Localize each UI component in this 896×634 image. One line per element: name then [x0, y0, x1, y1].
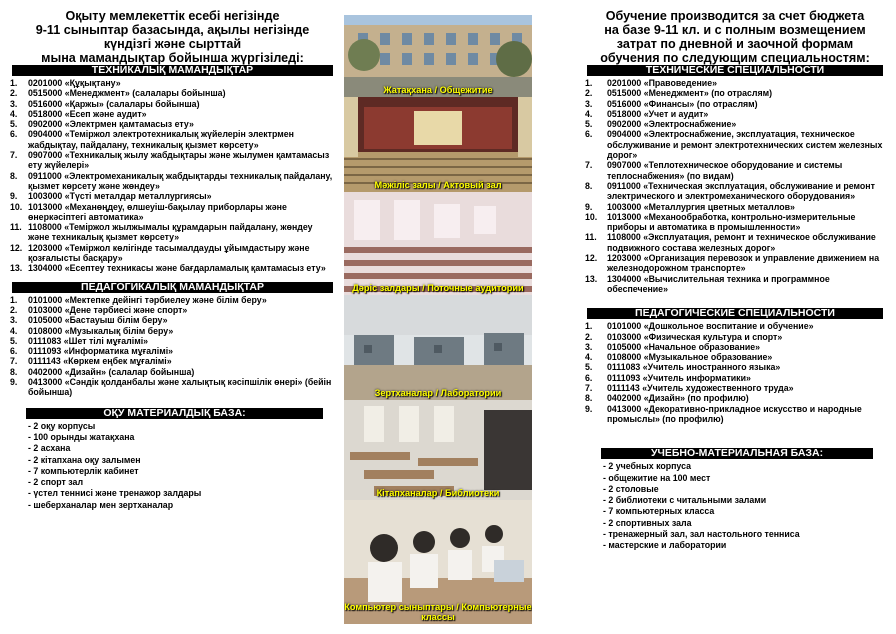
specialty-number: 3. — [10, 315, 18, 326]
specialty-number: 6. — [10, 129, 18, 140]
specialty-number: 4. — [585, 352, 593, 363]
base-item: - 2 столовые — [603, 483, 659, 494]
laboratory-caption: Зертханалар / Лаборатории — [374, 388, 502, 398]
dormitory-photo — [344, 15, 532, 97]
base-item: - 2 асхана — [28, 443, 71, 454]
specialty-text: 0515000 «Менеджмент» (салалары бойынша) — [28, 88, 226, 99]
base-item: - 2 библиотеки с читальными залами — [603, 495, 767, 506]
specialty-number: 9. — [585, 201, 593, 212]
specialty-number: 2. — [10, 88, 18, 99]
specialty-item — [10, 129, 335, 150]
specialty-item — [10, 305, 335, 315]
specialty-item — [585, 212, 885, 233]
specialty-number: 7. — [585, 383, 593, 394]
specialty-item — [585, 332, 885, 342]
kazakh-base-heading: ОҚУ МАТЕРИАЛДЫҚ БАЗА: — [26, 408, 323, 419]
lecture-hall-illustration — [344, 192, 532, 295]
specialty-item — [585, 383, 885, 393]
specialty-item — [585, 274, 885, 295]
specialty-number: 1. — [585, 321, 593, 332]
kazakh-ped-list — [10, 295, 335, 398]
specialty-number: 5. — [10, 335, 18, 346]
specialty-text: 0108000 «Музыкальное образование» — [607, 352, 773, 363]
specialty-number: 9. — [585, 403, 593, 414]
kazakh-tech-list — [10, 78, 335, 274]
lecture-hall-caption: Дәріс залдары / Поточные аудитории — [352, 283, 524, 293]
base-item: - шеберханалар мен зертханалар — [28, 499, 174, 510]
specialty-text: 1203000 «Организация перевозок и управление движением на железнодорожном транспорте» — [607, 253, 880, 274]
specialty-text: 0103000 «Физическая культура и спорт» — [607, 331, 783, 342]
base-item: - 2 кітапхана оқу залымен — [28, 454, 141, 465]
specialty-text: 0518000 «Есеп және аудит» — [28, 108, 147, 119]
kazakh-tech-heading: ТЕХНИКАЛЫҚ МАМАНДЫҚТАР — [12, 65, 333, 76]
specialty-text: 0103000 «Дене тәрбиесі және спорт» — [28, 304, 188, 315]
base-item: - үстел теннисі және тренажор залдары — [28, 488, 202, 499]
specialty-text: 0518000 «Учет и аудит» — [607, 108, 709, 119]
specialty-number: 13. — [10, 263, 23, 274]
russian-tech-heading: ТЕХНИЧЕСКИЕ СПЕЦИАЛЬНОСТИ — [587, 65, 883, 76]
specialty-text: 0108000 «Музыкалық білім беру» — [28, 325, 174, 336]
specialty-item — [10, 326, 335, 336]
specialty-text: 0904000 «Теміржол электротехникалық жүйелерін электрмен жабдықтау, пайдалану, техникалық қызмет көрсету» — [28, 129, 294, 150]
specialty-text: 0201000 «Правоведение» — [607, 78, 718, 88]
laboratory-photo — [344, 295, 532, 400]
specialty-item — [585, 404, 885, 425]
specialty-number: 8. — [585, 393, 593, 404]
russian-base-list — [603, 461, 885, 551]
specialty-text: 0402000 «Дизайн» (по профилю) — [607, 393, 749, 404]
library-photo — [344, 400, 532, 500]
specialty-item — [10, 295, 335, 305]
assembly-hall-photo — [344, 97, 532, 192]
kazakh-intro: Оқыту мемлекеттік есебі негізінде 9-11 сыныптар базасында, ақылы негізінде күндізгі және сырттай мына мамандықтар бойынша жүргізіледі: — [35, 9, 310, 65]
specialty-number: 8. — [10, 170, 18, 181]
specialty-text: 1304000 «Вычислительная техника и программное обеспечение» — [607, 273, 830, 294]
specialty-item — [10, 119, 335, 129]
specialty-item — [585, 321, 885, 331]
specialty-text: 0902000 «Электроснабжение» — [607, 119, 737, 130]
base-item: - 7 компьютерных класса — [603, 506, 715, 517]
specialty-text: 0111143 «Көркем еңбек мұғалімі» — [28, 356, 172, 367]
specialty-text: 0101000 «Мектепке дейінгі тәрбиелеу және білім беру» — [28, 294, 267, 305]
assembly-hall-illustration — [344, 97, 532, 192]
specialty-item — [585, 109, 885, 119]
library-caption: Кітапханалар / Библиотеки — [376, 488, 500, 498]
specialty-text: 1003000 «Металлургия цветных металлов» — [607, 201, 795, 212]
specialty-text: 0111093 «Информатика мұғалімі» — [28, 346, 174, 357]
specialty-item — [585, 232, 885, 253]
russian-ped-heading: ПЕДАГОГИЧЕСКИЕ СПЕЦИАЛЬНОСТИ — [587, 308, 883, 319]
russian-tech-list — [585, 78, 885, 294]
specialty-number: 7. — [585, 160, 593, 171]
specialty-number: 8. — [10, 366, 18, 377]
specialty-number: 4. — [10, 325, 18, 336]
specialty-number: 7. — [10, 356, 18, 367]
specialty-text: 0105000 «Начальное образование» — [607, 341, 761, 352]
base-item: - 100 орынды жатақхана — [28, 431, 135, 442]
specialty-text: 0105000 «Бастауыш білім беру» — [28, 315, 168, 326]
specialty-number: 2. — [10, 304, 18, 315]
specialty-number: 4. — [10, 108, 18, 119]
lecture-hall-photo — [344, 192, 532, 295]
specialty-item — [10, 202, 335, 223]
base-item: - мастерские и лаборатории — [603, 540, 727, 551]
russian-intro: Обучение производится за счет бюджета на базе 9-11 кл. и с полным возмещением затрат по дневной и заочной формам обучения по следующим специальностям: — [600, 9, 870, 65]
specialty-item — [10, 109, 335, 119]
specialty-item — [585, 352, 885, 362]
specialty-number: 1. — [10, 294, 18, 305]
specialty-text: 0111093 «Учитель информатики» — [607, 372, 751, 383]
specialty-item — [585, 202, 885, 212]
dormitory-caption: Жатақхана / Общежитие — [383, 85, 493, 95]
specialty-item — [585, 393, 885, 403]
specialty-item — [10, 171, 335, 192]
specialty-text: 0907000 «Теплотехническое оборудование и системы теплоснабжения» (по видам) — [607, 160, 843, 181]
specialty-item — [10, 222, 335, 243]
kazakh-base-list — [28, 421, 335, 511]
specialty-text: 0111083 «Шет тілі мұғалімі» — [28, 335, 149, 346]
specialty-number: 4. — [585, 108, 593, 119]
specialty-text: 0516000 «Қаржы» (салалары бойынша) — [28, 98, 200, 109]
specialty-text: 0101000 «Дошкольное воспитание и обучение» — [607, 321, 814, 332]
specialty-item — [585, 119, 885, 129]
russian-ped-list — [585, 321, 885, 424]
computer-class-caption: Компьютер сыныптары / Компьютерные классы — [344, 602, 532, 622]
specialty-item — [585, 160, 885, 181]
specialty-number: 2. — [585, 88, 593, 99]
specialty-item — [585, 181, 885, 202]
specialty-item — [10, 315, 335, 325]
specialty-number: 9. — [10, 191, 18, 202]
specialty-item — [10, 243, 335, 264]
specialty-number: 1. — [10, 78, 18, 88]
specialty-number: 12. — [10, 242, 23, 253]
specialty-item — [585, 362, 885, 372]
specialty-number: 11. — [585, 232, 597, 243]
specialty-number: 5. — [585, 119, 593, 130]
specialty-number: 10. — [10, 201, 23, 212]
base-item: - 7 компьютерлік кабинет — [28, 465, 139, 476]
specialty-number: 1. — [585, 78, 593, 88]
specialty-number: 12. — [585, 253, 598, 264]
kazakh-ped-heading: ПЕДАГОГИКАЛЫҚ МАМАНДЫҚТАР — [12, 282, 333, 293]
specialty-item — [585, 99, 885, 109]
specialty-item — [585, 88, 885, 98]
computer-class-photo — [344, 500, 532, 624]
laboratory-illustration — [344, 295, 532, 400]
library-illustration — [344, 400, 532, 500]
specialty-number: 6. — [10, 346, 18, 357]
specialty-text: 0902000 «Электрмен қамтамасыз ету» — [28, 119, 194, 130]
specialty-text: 0516000 «Финансы» (по отраслям) — [607, 98, 758, 109]
specialty-number: 3. — [585, 98, 593, 109]
specialty-text: 0402000 «Дизайн» (салалар бойынша) — [28, 366, 195, 377]
specialty-text: 1013000 «Механөңдеу, өлшеуіш-бақылау приборлары және өнеркәсіптегі автоматика» — [28, 201, 287, 222]
specialty-text: 0911000 «Электромеханикалық жабдықтарды техникалық пайдалану, қызмет көрсету және жөндеу» — [28, 170, 333, 191]
specialty-text: 0413000 «Декоративно-прикладное искусство и народные промыслы» (по профилю) — [607, 403, 862, 424]
russian-base-heading: УЧЕБНО-МАТЕРИАЛЬНАЯ БАЗА: — [601, 448, 873, 459]
specialty-item — [10, 150, 335, 171]
specialty-number: 2. — [585, 331, 593, 342]
specialty-number: 5. — [585, 362, 593, 373]
specialty-item — [585, 78, 885, 88]
specialty-text: 0911000 «Техническая эксплуатация, обслуживание и ремонт электрического и электромеханического оборудования» — [607, 180, 875, 202]
kazakh-column — [10, 0, 335, 511]
specialty-text: 1304000 «Есептеу техникасы және бағдарламалық қамтамасыз ету» — [28, 263, 326, 274]
specialty-number: 13. — [585, 273, 598, 284]
base-item: - 2 оқу корпусы — [28, 420, 96, 431]
specialty-number: 8. — [585, 180, 593, 191]
specialty-text: 1203000 «Теміржол көлігінде тасымалдауды ұйымдастыру және қозғалысты басқару» — [28, 242, 310, 264]
base-item: - общежитие на 100 мест — [603, 472, 711, 483]
specialty-text: 0907000 «Техникалық жылу жабдықтары және жылумен қамтамасыз ету жүйелері» — [28, 150, 330, 171]
specialty-text: 1013000 «Механообработка, контрольно-измерительные приборы и автоматика в промышленности» — [607, 211, 856, 233]
specialty-number: 6. — [585, 129, 593, 140]
base-item: - 2 учебных корпуса — [603, 461, 691, 472]
specialty-text: 1003000 «Түсті металдар металлургиясы» — [28, 191, 212, 202]
specialty-item — [10, 367, 335, 377]
base-item: - 2 спорт зал — [28, 477, 84, 488]
specialty-text: 0515000 «Менеджмент» (по отраслям) — [607, 88, 773, 99]
specialty-number: 3. — [585, 341, 593, 352]
specialty-item — [10, 78, 335, 88]
specialty-item — [10, 377, 335, 398]
specialty-number: 11. — [10, 222, 22, 233]
specialty-item — [10, 99, 335, 109]
specialty-text: 1108000 «Эксплуатация, ремонт и техническое обслуживание подвижного состава железных дорог» — [607, 232, 876, 253]
specialty-item — [10, 263, 335, 273]
russian-column — [585, 0, 885, 552]
assembly-hall-caption: Мәжіліс залы / Актовый зал — [374, 180, 502, 190]
specialty-number: 9. — [10, 377, 18, 388]
specialty-item — [10, 191, 335, 201]
specialty-item — [10, 336, 335, 346]
specialty-item — [585, 373, 885, 383]
specialty-item — [585, 253, 885, 274]
specialty-text: 0201000 «Құқықтану» — [28, 78, 121, 88]
specialty-number: 5. — [10, 119, 18, 130]
specialty-text: 0111143 «Учитель художественного труда» — [607, 383, 794, 394]
specialty-text: 1108000 «Теміржол жылжымалы құрамдарын пайдалану, жөндеу және техникалық қызмет көрсету» — [28, 222, 313, 243]
specialty-text: 0904000 «Электроснабжение, эксплуатация, техническое обслуживание и ремонт электротехнических систем железных дорог» — [607, 129, 883, 161]
specialty-number: 10. — [585, 211, 598, 222]
base-item: - тренажерный зал, зал настольного тенниса — [603, 528, 800, 539]
specialty-item — [10, 346, 335, 356]
specialty-item — [585, 342, 885, 352]
base-item: - 2 спортивных зала — [603, 517, 692, 528]
specialty-item — [585, 129, 885, 160]
specialty-item — [10, 356, 335, 366]
specialty-number: 7. — [10, 150, 18, 161]
specialty-text: 0111083 «Учитель иностранного языка» — [607, 362, 781, 373]
specialty-item — [10, 88, 335, 98]
specialty-number: 6. — [585, 372, 593, 383]
specialty-text: 0413000 «Сәндік қолданбалы және халықтық кәсіпшілік өнері» (бейін бойынша) — [28, 377, 332, 398]
specialty-number: 3. — [10, 98, 18, 109]
